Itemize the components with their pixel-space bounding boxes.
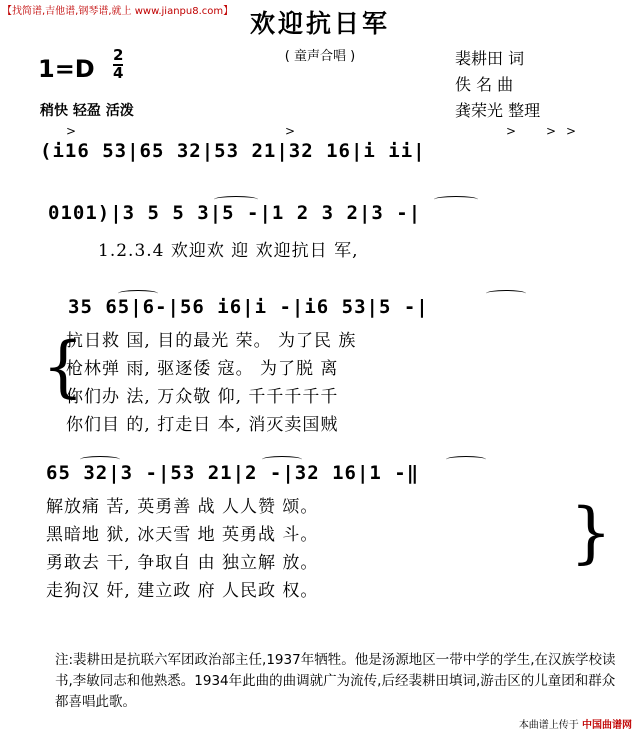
score-line-1: (i16 53|65 32|53 21|32 16|i ii|	[40, 140, 426, 162]
slur-mark	[446, 456, 486, 463]
tempo-marking: 稍快 轻盈 活泼	[40, 103, 134, 119]
accent-mark: >	[285, 124, 296, 138]
lyric-verse-2: 枪林弹 雨, 驱逐倭 寇。 为了脱 离	[66, 359, 339, 379]
song-subtitle: ( 童声合唱 )	[284, 49, 356, 64]
arranger-credit: 龚荣光 整理	[455, 101, 541, 120]
accent-mark: >	[66, 124, 77, 138]
lyric-line-2: 1.2.3.4 欢迎欢 迎 欢迎抗日 军,	[98, 241, 359, 261]
song-title: 欢迎抗日军	[249, 9, 390, 38]
key-signature: 1=D	[38, 55, 95, 83]
slur-mark	[118, 290, 158, 297]
slur-mark	[80, 456, 120, 463]
accent-mark: >	[506, 124, 517, 138]
lyric-verse-3: 勇敢去 干, 争取自 由 独立解 放。	[46, 553, 319, 573]
verse-brace: {	[42, 328, 84, 405]
score-line-4: 65 32|3 -|53 21|2 -|32 16|1 -‖	[46, 462, 420, 484]
lyric-verse-2: 黑暗地 狱, 冰天雪 地 英勇战 斗。	[46, 525, 319, 545]
lyric-verse-1: 抗日救 国, 目的最光 荣。 为了民 族	[66, 331, 357, 351]
accent-mark: >	[566, 124, 577, 138]
score-line-2: 0101)|3 5 5 3|5 -|1 2 3 2|3 -|	[48, 202, 422, 224]
upload-credit[interactable]	[519, 716, 632, 731]
lyric-verse-1: 解放痛 苦, 英勇善 战 人人赞 颂。	[46, 497, 319, 517]
slur-mark	[486, 290, 526, 297]
lyric-verse-3: 你们办 法, 万众敬 仰, 千千千千千	[66, 387, 339, 407]
slur-mark	[214, 196, 258, 203]
verse-brace: }	[570, 494, 612, 571]
footnote: 注:裴耕田是抗联六军团政治部主任,1937年牺牲。他是汤源地区一带中学的学生,在汉族学校读书,李敏同志和他熟悉。1934年此曲的曲调就广为流传,后经裴耕田填词,游击区的儿童团和群众都喜唱此歌。	[55, 652, 616, 710]
time-signature	[113, 48, 123, 81]
lyricist-credit: 裴耕田 词	[455, 49, 525, 68]
accent-mark: >	[546, 124, 557, 138]
composer-credit: 佚 名 曲	[455, 75, 514, 94]
slur-mark	[262, 456, 302, 463]
upload-credit-prefix: 本曲谱上传于	[518, 720, 579, 731]
lyric-verse-4: 走狗汉 奸, 建立政 府 人民政 权。	[46, 581, 319, 601]
lyric-verse-4: 你们目 的, 打走日 本, 消灭卖国贼	[66, 415, 339, 435]
time-signature-top: 2	[113, 46, 124, 64]
score-line-3: 35 65|6-|56 i6|i -|i6 53|5 -|	[68, 296, 429, 318]
site-brand[interactable]: 中国曲谱网	[582, 720, 632, 731]
site-banner[interactable]: 【找简谱,吉他谱,钢琴谱,就上 www.jianpu8.com】	[2, 6, 234, 17]
slur-mark	[434, 196, 478, 203]
time-signature-bottom: 4	[113, 64, 124, 82]
